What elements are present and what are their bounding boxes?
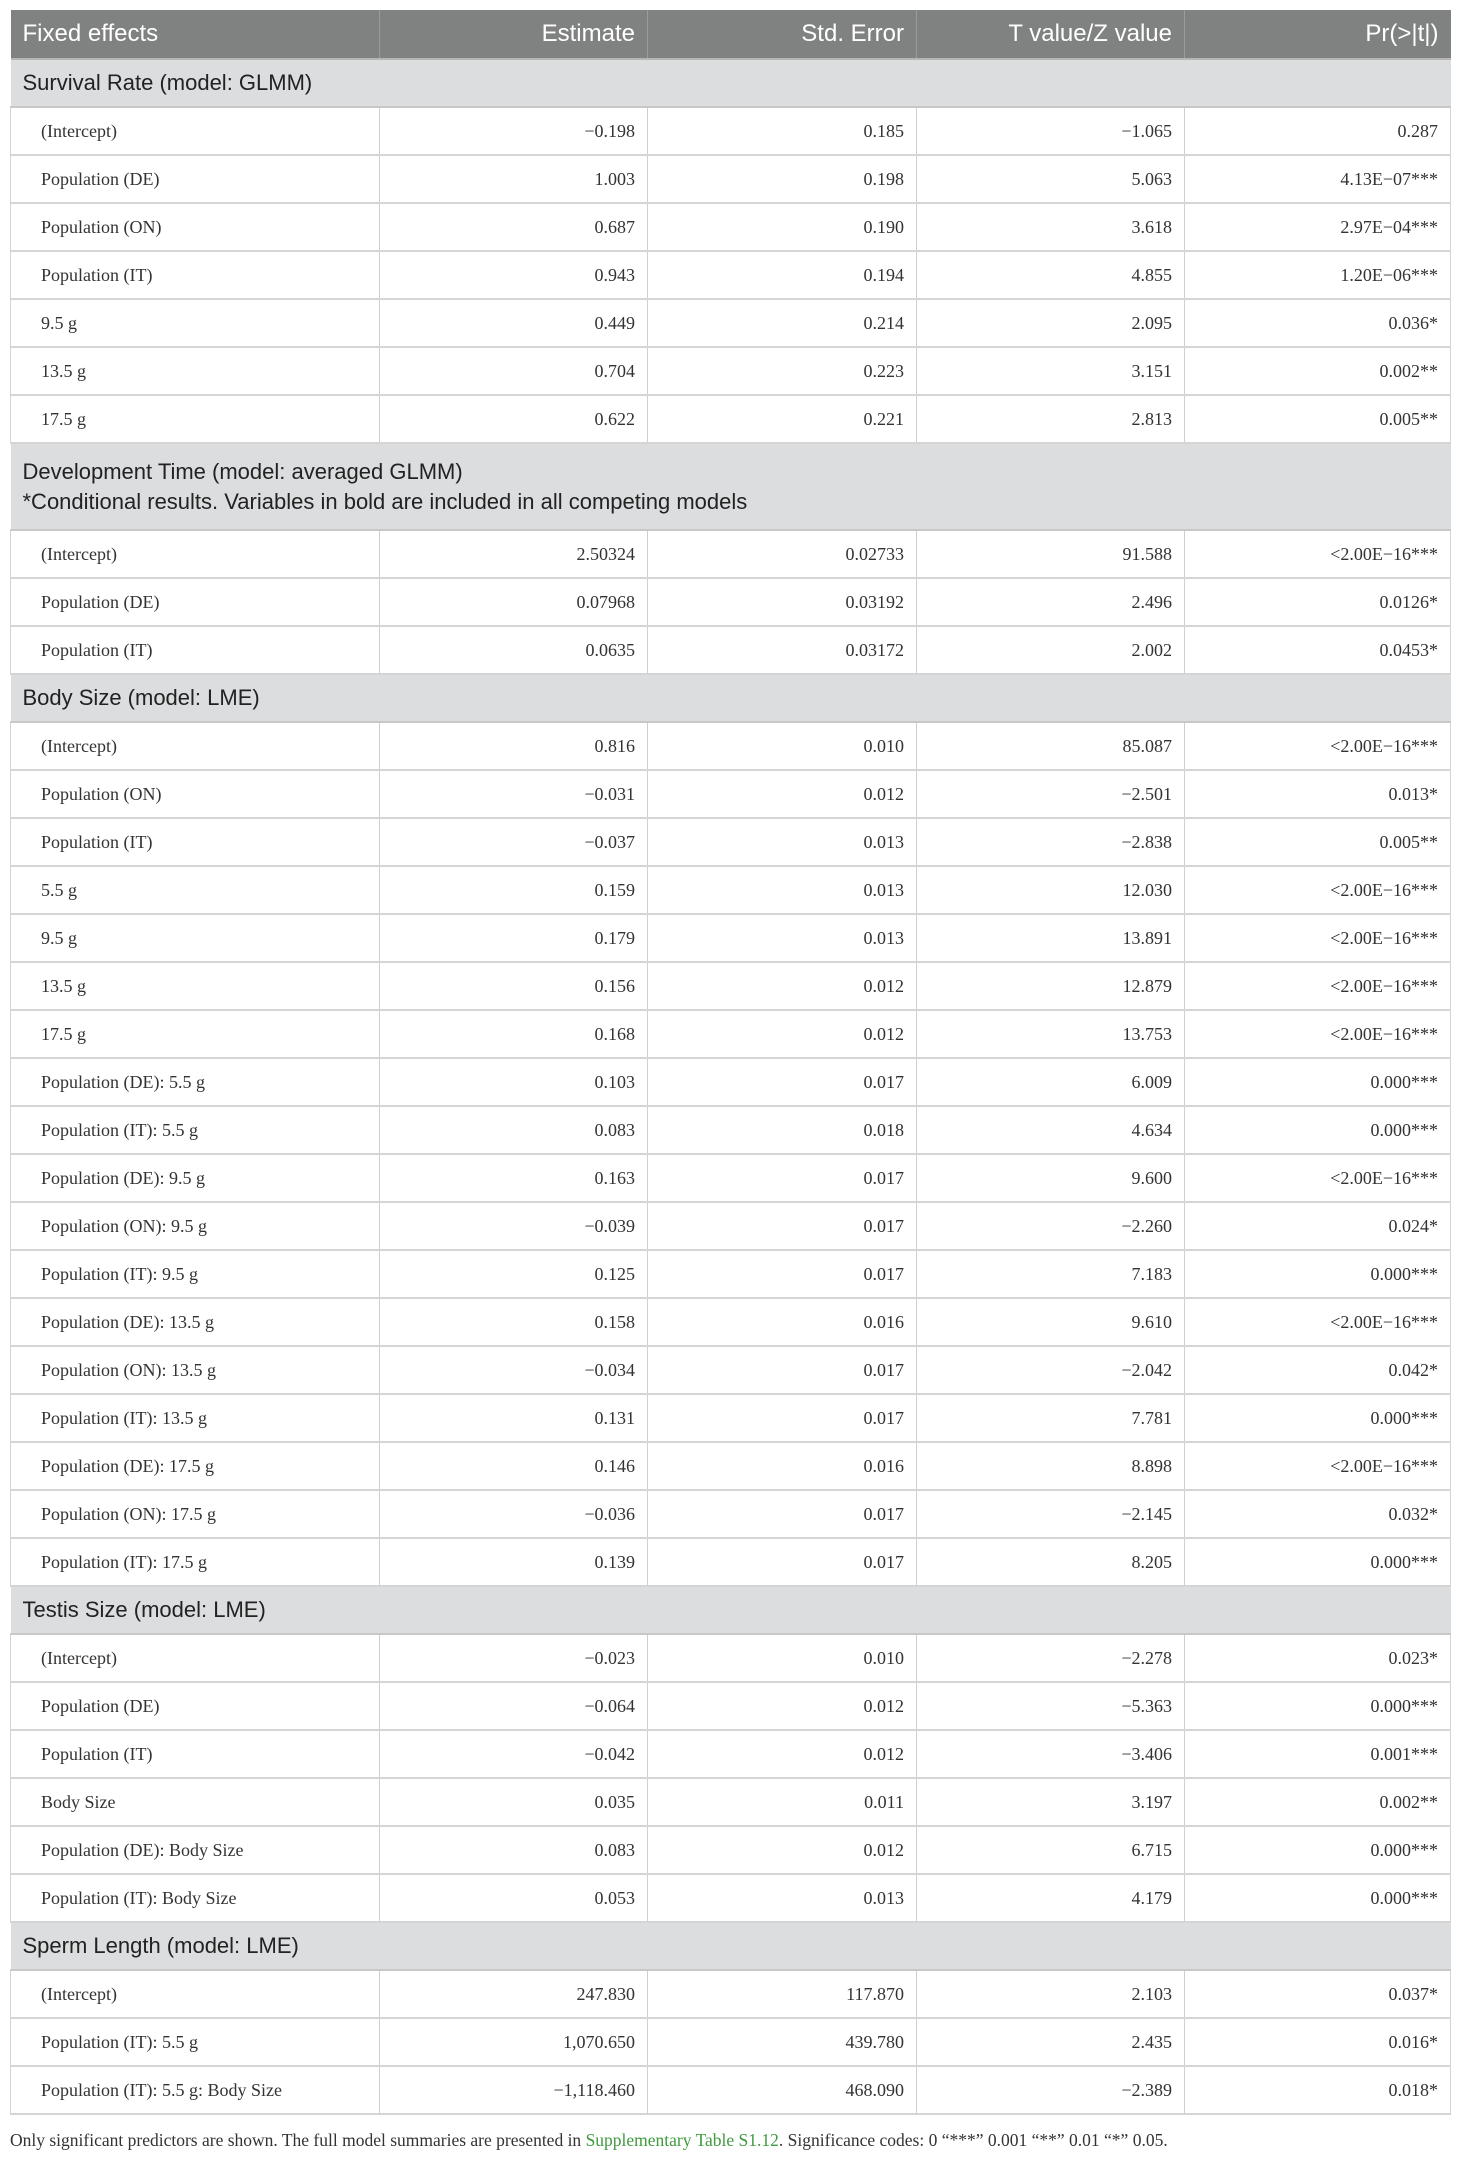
std-error-cell: 0.011: [648, 1778, 917, 1826]
std-error-cell: 0.013: [648, 1874, 917, 1922]
estimate-cell: −1,118.460: [380, 2066, 648, 2114]
t-z-value-cell: 3.197: [917, 1778, 1185, 1826]
estimate-cell: 0.083: [380, 1106, 648, 1154]
header-std-error: Std. Error: [648, 10, 917, 59]
std-error-cell: 0.017: [648, 1490, 917, 1538]
std-error-cell: 0.016: [648, 1442, 917, 1490]
term-cell: (Intercept): [11, 1634, 380, 1682]
std-error-cell: 0.012: [648, 1682, 917, 1730]
estimate-cell: 0.156: [380, 962, 648, 1010]
std-error-cell: 0.010: [648, 722, 917, 770]
term-cell: Population (DE): 13.5 g: [11, 1298, 380, 1346]
header-t-z-value: T value/Z value: [917, 10, 1185, 59]
term-cell: Population (IT): 9.5 g: [11, 1250, 380, 1298]
p-value-cell: 0.042*: [1185, 1346, 1451, 1394]
p-value-cell: 0.000***: [1185, 1250, 1451, 1298]
p-value-cell: 0.002**: [1185, 347, 1451, 395]
table-row: [11, 155, 1451, 203]
supplementary-table-link[interactable]: Supplementary Table S1.12: [585, 2130, 779, 2150]
estimate-cell: 2.50324: [380, 530, 648, 578]
table-row: [11, 1154, 1451, 1202]
term-cell: Population (DE): [11, 578, 380, 626]
estimate-cell: 0.704: [380, 347, 648, 395]
table-row: [11, 1202, 1451, 1250]
t-z-value-cell: 8.898: [917, 1442, 1185, 1490]
table-row: [11, 2018, 1451, 2066]
t-z-value-cell: −3.406: [917, 1730, 1185, 1778]
header-p-value: Pr(>|t|): [1185, 10, 1451, 59]
term-cell: 9.5 g: [11, 299, 380, 347]
estimate-cell: −0.198: [380, 107, 648, 155]
p-value-cell: 0.032*: [1185, 1490, 1451, 1538]
std-error-cell: 0.013: [648, 818, 917, 866]
estimate-cell: 0.168: [380, 1010, 648, 1058]
term-cell: (Intercept): [11, 530, 380, 578]
std-error-cell: 0.012: [648, 1826, 917, 1874]
estimate-cell: −0.034: [380, 1346, 648, 1394]
term-cell: (Intercept): [11, 107, 380, 155]
t-z-value-cell: 9.610: [917, 1298, 1185, 1346]
section-header-row: [11, 1586, 1451, 1634]
t-z-value-cell: 2.435: [917, 2018, 1185, 2066]
fixed-effects-table: [10, 10, 1451, 2115]
section-title: Sperm Length (model: LME): [22, 1933, 299, 1958]
term-cell: Population (IT): 13.5 g: [11, 1394, 380, 1442]
t-z-value-cell: 7.183: [917, 1250, 1185, 1298]
table-row: [11, 530, 1451, 578]
term-cell: Population (ON): 13.5 g: [11, 1346, 380, 1394]
std-error-cell: 0.198: [648, 155, 917, 203]
estimate-cell: −0.037: [380, 818, 648, 866]
p-value-cell: 0.036*: [1185, 299, 1451, 347]
estimate-cell: 0.053: [380, 1874, 648, 1922]
p-value-cell: 0.000***: [1185, 1682, 1451, 1730]
std-error-cell: 0.185: [648, 107, 917, 155]
estimate-cell: 0.622: [380, 395, 648, 443]
p-value-cell: 0.287: [1185, 107, 1451, 155]
term-cell: 17.5 g: [11, 1010, 380, 1058]
p-value-cell: 0.0126*: [1185, 578, 1451, 626]
section-header-row: [11, 674, 1451, 722]
estimate-cell: 0.07968: [380, 578, 648, 626]
term-cell: Population (DE): 17.5 g: [11, 1442, 380, 1490]
p-value-cell: 0.000***: [1185, 1106, 1451, 1154]
t-z-value-cell: 7.781: [917, 1394, 1185, 1442]
p-value-cell: 0.000***: [1185, 1826, 1451, 1874]
term-cell: 13.5 g: [11, 962, 380, 1010]
std-error-cell: 0.214: [648, 299, 917, 347]
t-z-value-cell: −5.363: [917, 1682, 1185, 1730]
p-value-cell: 2.97E−04***: [1185, 203, 1451, 251]
estimate-cell: 1,070.650: [380, 2018, 648, 2066]
t-z-value-cell: −2.042: [917, 1346, 1185, 1394]
p-value-cell: 0.013*: [1185, 770, 1451, 818]
section-title-cell: [11, 59, 1451, 107]
header-estimate: Estimate: [380, 10, 648, 59]
t-z-value-cell: 2.095: [917, 299, 1185, 347]
term-cell: Population (DE): [11, 1682, 380, 1730]
term-cell: (Intercept): [11, 1970, 380, 2018]
std-error-cell: 0.190: [648, 203, 917, 251]
estimate-cell: −0.023: [380, 1634, 648, 1682]
t-z-value-cell: 2.813: [917, 395, 1185, 443]
estimate-cell: 0.083: [380, 1826, 648, 1874]
table-row: [11, 1394, 1451, 1442]
table-row: [11, 251, 1451, 299]
std-error-cell: 0.221: [648, 395, 917, 443]
term-cell: (Intercept): [11, 722, 380, 770]
table-row: [11, 299, 1451, 347]
term-cell: Population (IT): 5.5 g: Body Size: [11, 2066, 380, 2114]
table-row: [11, 1490, 1451, 1538]
estimate-cell: −0.031: [380, 770, 648, 818]
footnote-text: Only significant predictors are shown. The full model summaries are presented in: [10, 2130, 586, 2150]
p-value-cell: 0.037*: [1185, 1970, 1451, 2018]
section-title: Development Time (model: averaged GLMM): [22, 458, 463, 484]
table-row: [11, 770, 1451, 818]
section-title: Body Size (model: LME): [22, 685, 260, 710]
t-z-value-cell: 9.600: [917, 1154, 1185, 1202]
p-value-cell: <2.00E−16***: [1185, 962, 1451, 1010]
table-row: [11, 1346, 1451, 1394]
t-z-value-cell: −1.065: [917, 107, 1185, 155]
std-error-cell: 0.194: [648, 251, 917, 299]
estimate-cell: 0.035: [380, 1778, 648, 1826]
section-subtitle: *Conditional results. Variables in bold are included in all competing models: [22, 488, 748, 514]
estimate-cell: 247.830: [380, 1970, 648, 2018]
table-row: [11, 722, 1451, 770]
t-z-value-cell: 3.151: [917, 347, 1185, 395]
std-error-cell: 0.017: [648, 1346, 917, 1394]
term-cell: Population (IT): Body Size: [11, 1874, 380, 1922]
table-row: [11, 1442, 1451, 1490]
std-error-cell: 0.03172: [648, 626, 917, 674]
table-row: [11, 347, 1451, 395]
p-value-cell: <2.00E−16***: [1185, 1154, 1451, 1202]
std-error-cell: 0.016: [648, 1298, 917, 1346]
std-error-cell: 0.017: [648, 1538, 917, 1586]
estimate-cell: −0.042: [380, 1730, 648, 1778]
table-row: [11, 203, 1451, 251]
t-z-value-cell: 12.030: [917, 866, 1185, 914]
t-z-value-cell: −2.389: [917, 2066, 1185, 2114]
std-error-cell: 0.012: [648, 962, 917, 1010]
estimate-cell: −0.036: [380, 1490, 648, 1538]
estimate-cell: 0.131: [380, 1394, 648, 1442]
estimate-cell: 1.003: [380, 155, 648, 203]
std-error-cell: 0.013: [648, 914, 917, 962]
estimate-cell: −0.039: [380, 1202, 648, 1250]
estimate-cell: 0.179: [380, 914, 648, 962]
term-cell: 5.5 g: [11, 866, 380, 914]
t-z-value-cell: 2.103: [917, 1970, 1185, 2018]
term-cell: Population (ON): [11, 203, 380, 251]
table-row: [11, 1538, 1451, 1586]
section-title: Testis Size (model: LME): [22, 1597, 266, 1622]
p-value-cell: 0.000***: [1185, 1874, 1451, 1922]
table-row: [11, 1250, 1451, 1298]
table-row: [11, 1826, 1451, 1874]
table-row: [11, 395, 1451, 443]
table-row: [11, 1058, 1451, 1106]
table-row: [11, 626, 1451, 674]
t-z-value-cell: 12.879: [917, 962, 1185, 1010]
t-z-value-cell: 13.891: [917, 914, 1185, 962]
header-fixed-effects: Fixed effects: [11, 10, 380, 59]
p-value-cell: <2.00E−16***: [1185, 530, 1451, 578]
term-cell: Population (DE): [11, 155, 380, 203]
t-z-value-cell: 2.002: [917, 626, 1185, 674]
term-cell: 9.5 g: [11, 914, 380, 962]
section-title-cell: [11, 674, 1451, 722]
p-value-cell: 0.002**: [1185, 1778, 1451, 1826]
section-title-cell: [11, 1922, 1451, 1970]
t-z-value-cell: 6.009: [917, 1058, 1185, 1106]
table-row: [11, 818, 1451, 866]
header-row: [11, 10, 1451, 59]
std-error-cell: 0.017: [648, 1154, 917, 1202]
p-value-cell: 0.023*: [1185, 1634, 1451, 1682]
term-cell: Population (IT): 5.5 g: [11, 2018, 380, 2066]
term-cell: Population (IT): [11, 1730, 380, 1778]
p-value-cell: <2.00E−16***: [1185, 866, 1451, 914]
p-value-cell: 0.000***: [1185, 1538, 1451, 1586]
footnote-text-end: . Significance codes: 0 “***” 0.001 “**” 0.01 “*” 0.05.: [778, 2130, 1168, 2150]
p-value-cell: 0.016*: [1185, 2018, 1451, 2066]
estimate-cell: 0.159: [380, 866, 648, 914]
p-value-cell: 0.0453*: [1185, 626, 1451, 674]
std-error-cell: 0.012: [648, 770, 917, 818]
p-value-cell: <2.00E−16***: [1185, 722, 1451, 770]
table-row: [11, 1778, 1451, 1826]
std-error-cell: 0.017: [648, 1058, 917, 1106]
p-value-cell: <2.00E−16***: [1185, 1010, 1451, 1058]
std-error-cell: 0.010: [648, 1634, 917, 1682]
p-value-cell: 0.024*: [1185, 1202, 1451, 1250]
table-row: [11, 1634, 1451, 1682]
table-row: [11, 1682, 1451, 1730]
table-footnote: [10, 2130, 1168, 2151]
t-z-value-cell: 91.588: [917, 530, 1185, 578]
table-row: [11, 2066, 1451, 2114]
t-z-value-cell: −2.260: [917, 1202, 1185, 1250]
table-row: [11, 578, 1451, 626]
t-z-value-cell: 5.063: [917, 155, 1185, 203]
term-cell: Population (IT): [11, 626, 380, 674]
t-z-value-cell: −2.145: [917, 1490, 1185, 1538]
estimate-cell: 0.816: [380, 722, 648, 770]
t-z-value-cell: 2.496: [917, 578, 1185, 626]
std-error-cell: 468.090: [648, 2066, 917, 2114]
std-error-cell: 0.018: [648, 1106, 917, 1154]
estimate-cell: 0.687: [380, 203, 648, 251]
section-title-cell: [11, 443, 1451, 530]
table-row: [11, 866, 1451, 914]
section-title: Survival Rate (model: GLMM): [22, 70, 313, 95]
std-error-cell: 0.02733: [648, 530, 917, 578]
table-row: [11, 1106, 1451, 1154]
term-cell: Body Size: [11, 1778, 380, 1826]
estimate-cell: 0.943: [380, 251, 648, 299]
t-z-value-cell: 4.855: [917, 251, 1185, 299]
estimate-cell: 0.449: [380, 299, 648, 347]
p-value-cell: <2.00E−16***: [1185, 1298, 1451, 1346]
std-error-cell: 0.017: [648, 1394, 917, 1442]
term-cell: Population (IT): 5.5 g: [11, 1106, 380, 1154]
std-error-cell: 0.013: [648, 866, 917, 914]
p-value-cell: 0.005**: [1185, 395, 1451, 443]
std-error-cell: 0.012: [648, 1730, 917, 1778]
table-row: [11, 1970, 1451, 2018]
p-value-cell: 0.001***: [1185, 1730, 1451, 1778]
estimate-cell: 0.158: [380, 1298, 648, 1346]
t-z-value-cell: −2.501: [917, 770, 1185, 818]
t-z-value-cell: 85.087: [917, 722, 1185, 770]
t-z-value-cell: 8.205: [917, 1538, 1185, 1586]
p-value-cell: <2.00E−16***: [1185, 914, 1451, 962]
t-z-value-cell: 4.634: [917, 1106, 1185, 1154]
term-cell: Population (IT): [11, 818, 380, 866]
table-row: [11, 107, 1451, 155]
table-row: [11, 962, 1451, 1010]
term-cell: Population (IT): 17.5 g: [11, 1538, 380, 1586]
estimate-cell: 0.146: [380, 1442, 648, 1490]
t-z-value-cell: 13.753: [917, 1010, 1185, 1058]
t-z-value-cell: 4.179: [917, 1874, 1185, 1922]
p-value-cell: 0.018*: [1185, 2066, 1451, 2114]
p-value-cell: 0.000***: [1185, 1394, 1451, 1442]
estimate-cell: 0.103: [380, 1058, 648, 1106]
section-header-row: [11, 1922, 1451, 1970]
term-cell: Population (DE): 5.5 g: [11, 1058, 380, 1106]
std-error-cell: 0.223: [648, 347, 917, 395]
term-cell: Population (DE): Body Size: [11, 1826, 380, 1874]
std-error-cell: 0.012: [648, 1010, 917, 1058]
table-row: [11, 1730, 1451, 1778]
t-z-value-cell: −2.838: [917, 818, 1185, 866]
term-cell: Population (DE): 9.5 g: [11, 1154, 380, 1202]
t-z-value-cell: 3.618: [917, 203, 1185, 251]
std-error-cell: 439.780: [648, 2018, 917, 2066]
std-error-cell: 0.017: [648, 1250, 917, 1298]
table-row: [11, 1010, 1451, 1058]
table-row: [11, 914, 1451, 962]
section-header-row: [11, 59, 1451, 107]
table-row: [11, 1298, 1451, 1346]
estimate-cell: 0.125: [380, 1250, 648, 1298]
std-error-cell: 117.870: [648, 1970, 917, 2018]
p-value-cell: 4.13E−07***: [1185, 155, 1451, 203]
t-z-value-cell: 6.715: [917, 1826, 1185, 1874]
term-cell: 17.5 g: [11, 395, 380, 443]
p-value-cell: 1.20E−06***: [1185, 251, 1451, 299]
estimate-cell: 0.163: [380, 1154, 648, 1202]
section-header-row: [11, 443, 1451, 530]
estimate-cell: −0.064: [380, 1682, 648, 1730]
t-z-value-cell: −2.278: [917, 1634, 1185, 1682]
term-cell: Population (IT): [11, 251, 380, 299]
estimate-cell: 0.0635: [380, 626, 648, 674]
section-title-cell: [11, 1586, 1451, 1634]
term-cell: Population (ON): 9.5 g: [11, 1202, 380, 1250]
term-cell: Population (ON): [11, 770, 380, 818]
std-error-cell: 0.017: [648, 1202, 917, 1250]
p-value-cell: 0.000***: [1185, 1058, 1451, 1106]
estimate-cell: 0.139: [380, 1538, 648, 1586]
std-error-cell: 0.03192: [648, 578, 917, 626]
p-value-cell: 0.005**: [1185, 818, 1451, 866]
p-value-cell: <2.00E−16***: [1185, 1442, 1451, 1490]
term-cell: Population (ON): 17.5 g: [11, 1490, 380, 1538]
term-cell: 13.5 g: [11, 347, 380, 395]
table-row: [11, 1874, 1451, 1922]
